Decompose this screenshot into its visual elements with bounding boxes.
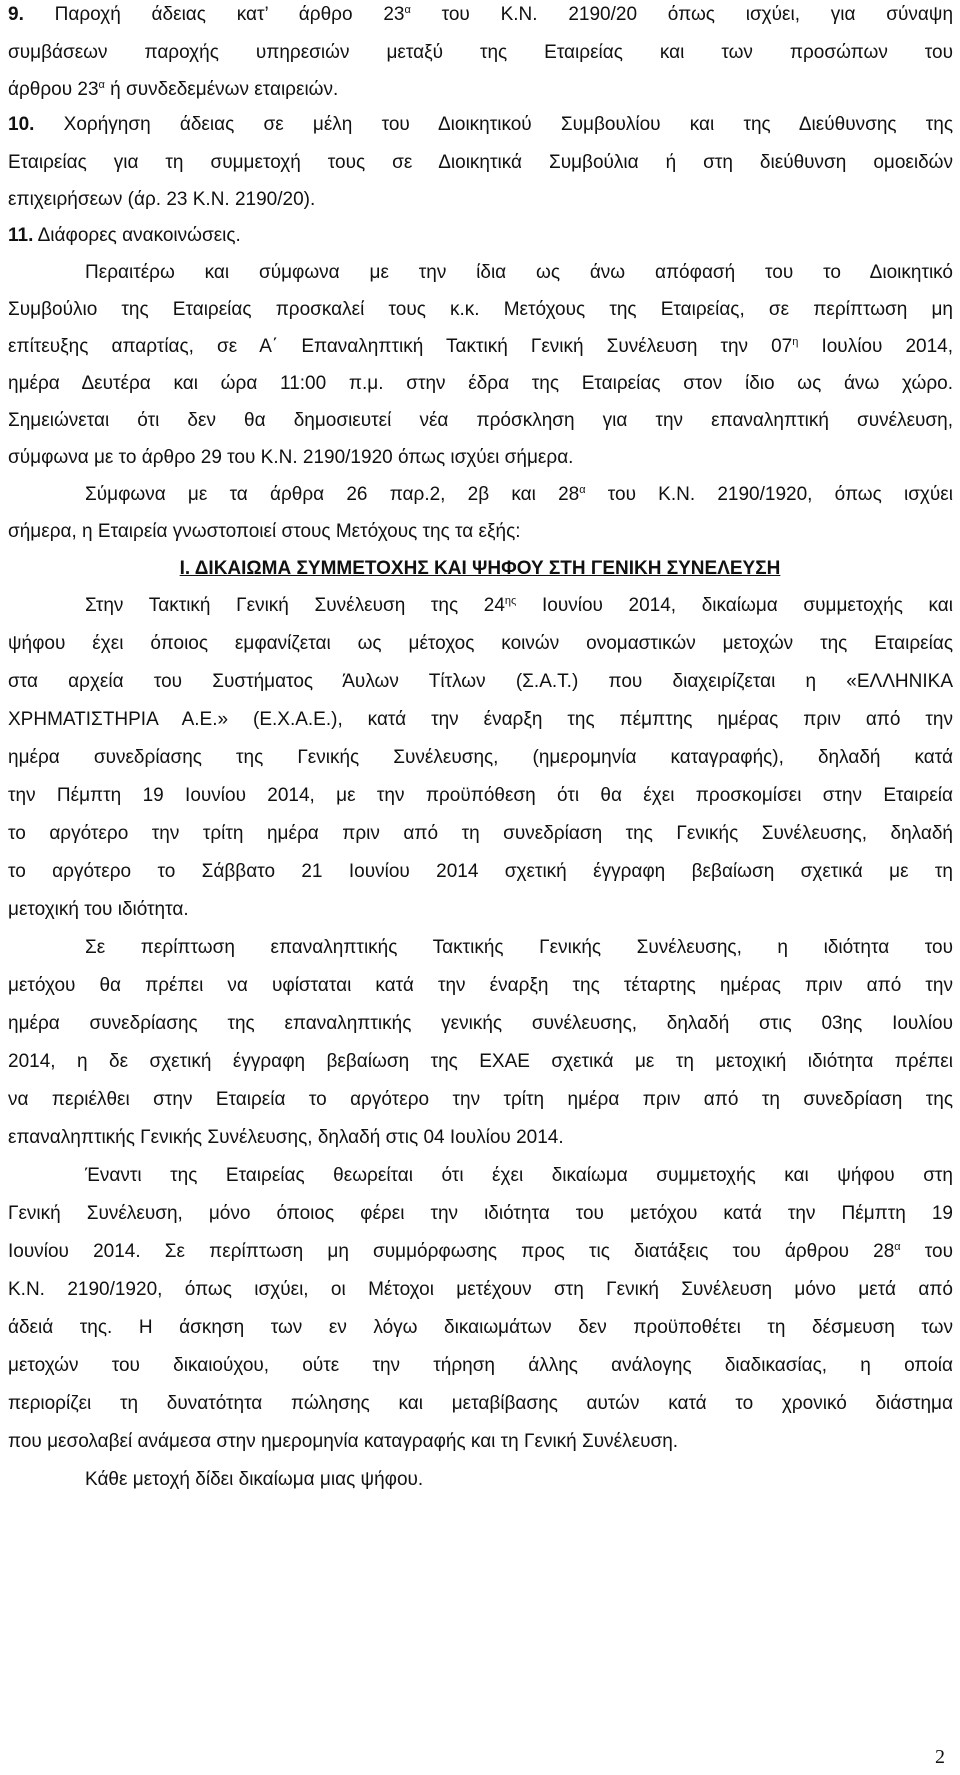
item-10-line-3: επιχειρήσεων (άρ. 23 Κ.Ν. 2190/20).: [8, 189, 316, 210]
participation-line-9: μετοχική του ιδιότητα.: [8, 899, 189, 920]
repeat-para-line-1: Περαιτέρω και σύμφωνα με την ίδια ως άνω απόφασή του το Διοικητικό: [85, 262, 953, 283]
repeat-meeting-line-3: ημέρα συνεδρίασης της επαναληπτικής γενικής συνέλευσης, δηλαδή στις 03ης Ιουλίου: [8, 1013, 953, 1034]
item-9-text: Παροχή άδειας κατ’ άρθρο 23: [54, 4, 405, 25]
item-11-line-1: [8, 223, 953, 249]
repeat-para-text: επίτευξης απαρτίας, σε Α΄ Επαναληπτική Τακτική Γενική Συνέλευση την 07: [8, 336, 793, 357]
participation-line-1: [85, 593, 953, 619]
rights-text: του: [900, 1241, 953, 1262]
item-10-line-1: [8, 112, 953, 138]
repeat-para-line-3: [8, 334, 953, 360]
repeat-para-line-4: ημέρα Δευτέρα και ώρα 11:00 π.μ. στην έδρα της Εταιρείας στον ίδιο ως άνω χώρο.: [8, 373, 953, 394]
item-11-number: 11.: [8, 225, 34, 246]
rights-line-8: που μεσολαβεί ανάμεσα στην ημερομηνία καταγραφής και τη Γενική Συνέλευση.: [8, 1431, 679, 1452]
item-9-line-2: συμβάσεων παροχής υπηρεσιών μεταξύ της Εταιρείας και των προσώπων του: [8, 42, 953, 63]
item-10-number: 10.: [8, 114, 35, 135]
participation-line-7: το αργότερο την τρίτη ημέρα πριν από τη συνεδρίαση της Γενικής Συνέλευσης, δηλαδή: [8, 823, 953, 844]
repeat-meeting-line-4: 2014, η δε σχετική έγγραφη βεβαίωση της ΕΧΑΕ σχετικά με τη μετοχική ιδιότητα πρέπει: [8, 1051, 953, 1072]
rights-line-1: Έναντι της Εταιρείας θεωρείται ότι έχει δικαίωμα συμμετοχής και ψήφου στη: [85, 1165, 953, 1186]
participation-line-6: την Πέμπτη 19 Ιουνίου 2014, με την προϋπόθεση ότι θα έχει προσκομίσει στην Εταιρεία: [8, 785, 953, 806]
notify-para-line-1: [85, 482, 953, 508]
superscript: η: [792, 336, 799, 348]
superscript: α: [894, 1241, 901, 1253]
item-9-number: 9.: [8, 4, 24, 25]
notify-para-line-2: σήμερα, η Εταιρεία γνωστοποιεί στους Μετόχους της τα εξής:: [8, 521, 521, 542]
rights-line-5: άδειά της. Η άσκηση των εν λόγω δικαιωμάτων δεν προϋποθέτει τη δέσμευση των: [8, 1317, 953, 1338]
participation-line-3: στα αρχεία του Συστήματος Άυλων Τίτλων (Σ.Α.Τ.) που διαχειρίζεται η «ΕΛΛΗΝΙΚΑ: [8, 671, 953, 692]
participation-line-5: ημέρα συνεδρίασης της Γενικής Συνέλευσης, (ημερομηνία καταγραφής), δηλαδή κατά: [8, 747, 953, 768]
superscript: α: [98, 79, 105, 91]
participation-text: Στην Τακτική Γενική Συνέλευση της 24: [85, 595, 505, 616]
repeat-para-line-2: Συμβούλιο της Εταιρείας προσκαλεί τους κ.κ. Μετόχους της Εταιρείας, σε περίπτωση μη: [8, 299, 953, 320]
page-number: 2: [935, 1746, 945, 1768]
repeat-para-line-6: σύμφωνα με το άρθρο 29 του Κ.Ν. 2190/1920 όπως ισχύει σήμερα.: [8, 447, 574, 468]
rights-line-3: [8, 1239, 953, 1265]
rights-text: Ιουνίου 2014. Σε περίπτωση μη συμμόρφωσης προς τις διατάξεις του άρθρου 28: [8, 1241, 895, 1262]
item-11-text: Διάφορες ανακοινώσεις.: [37, 225, 241, 246]
participation-text: Ιουνίου 2014, δικαίωμα συμμετοχής και: [516, 595, 953, 616]
repeat-meeting-line-5: να περιέλθει στην Εταιρεία το αργότερο την τρίτη ημέρα πριν από τη συνεδρίαση της: [8, 1089, 953, 1110]
item-10-line-2: Εταιρείας για τη συμμετοχή τους σε Διοικητικά Συμβούλια ή στη διεύθυνση ομοειδών: [8, 152, 953, 173]
superscript: ης: [504, 595, 517, 607]
repeat-meeting-line-6: επαναληπτικής Γενικής Συνέλευσης, δηλαδή στις 04 Ιουλίου 2014.: [8, 1127, 564, 1148]
rights-line-7: περιορίζει τη δυνατότητα πώλησης και μεταβίβασης αυτών κατά το χρονικό διάστημα: [8, 1393, 953, 1414]
item-9-line-3: [8, 77, 953, 103]
item-9-line-1: [8, 2, 953, 28]
participation-line-8: το αργότερο το Σάββατο 21 Ιουνίου 2014 σχετική έγγραφη βεβαίωση σχετικά με τη: [8, 861, 953, 882]
item-9-text: ή συνδεδεμένων εταιρειών.: [104, 79, 339, 100]
item-10-text: Χορήγηση άδειας σε μέλη του Διοικητικού Συμβουλίου και της Διεύθυνσης της: [63, 114, 954, 135]
repeat-meeting-line-1: Σε περίπτωση επαναληπτικής Τακτικής Γενικής Συνέλευσης, η ιδιότητα του: [85, 937, 953, 958]
item-9-text: άρθρου 23: [8, 79, 99, 100]
repeat-para-line-5: Σημειώνεται ότι δεν θα δημοσιευτεί νέα πρόσκληση για την επαναληπτική συνέλευση,: [8, 410, 953, 431]
superscript: α: [579, 484, 586, 496]
participation-line-2: ψήφου έχει όποιος εμφανίζεται ως μέτοχος κοινών ονομαστικών μετοχών της Εταιρείας: [8, 633, 953, 654]
rights-line-2: Γενική Συνέλευση, μόνο όποιος φέρει την ιδιότητα του μετόχου κατά την Πέμπτη 19: [8, 1203, 953, 1224]
rights-line-6: μετοχών του δικαιούχου, ούτε την τήρηση άλλης ανάλογης διαδικασίας, η οποία: [8, 1355, 953, 1376]
notify-para-text: του Κ.Ν. 2190/1920, όπως ισχύει: [585, 484, 953, 505]
repeat-para-text: Ιουλίου 2014,: [798, 336, 953, 357]
participation-line-4: ΧΡΗΜΑΤΙΣΤΗΡΙΑ Α.Ε.» (Ε.Χ.Α.Ε.), κατά την έναρξη της πέμπτης ημέρας πριν από την: [8, 709, 953, 730]
item-9-text: του Κ.Ν. 2190/20 όπως ισχύει, για σύναψη: [410, 4, 954, 25]
vote-line-1: Κάθε μετοχή δίδει δικαίωμα μιας ψήφου.: [85, 1469, 424, 1490]
rights-line-4: Κ.Ν. 2190/1920, όπως ισχύει, οι Μέτοχοι μετέχουν στη Γενική Συνέλευση μόνο μετά από: [8, 1279, 953, 1300]
notify-para-text: Σύμφωνα με τα άρθρα 26 παρ.2, 2β και 28: [85, 484, 580, 505]
superscript: α: [404, 4, 411, 16]
section-heading: Ι. ΔΙΚΑΙΩΜΑ ΣΥΜΜΕΤΟΧΗΣ ΚΑΙ ΨΗΦΟΥ ΣΤΗ ΓΕΝΙΚΗ ΣΥΝΕΛΕΥΣΗ: [179, 558, 781, 579]
repeat-meeting-line-2: μετόχου θα πρέπει να υφίσταται κατά την έναρξη της τέταρτης ημέρας πριν από την: [8, 975, 953, 996]
